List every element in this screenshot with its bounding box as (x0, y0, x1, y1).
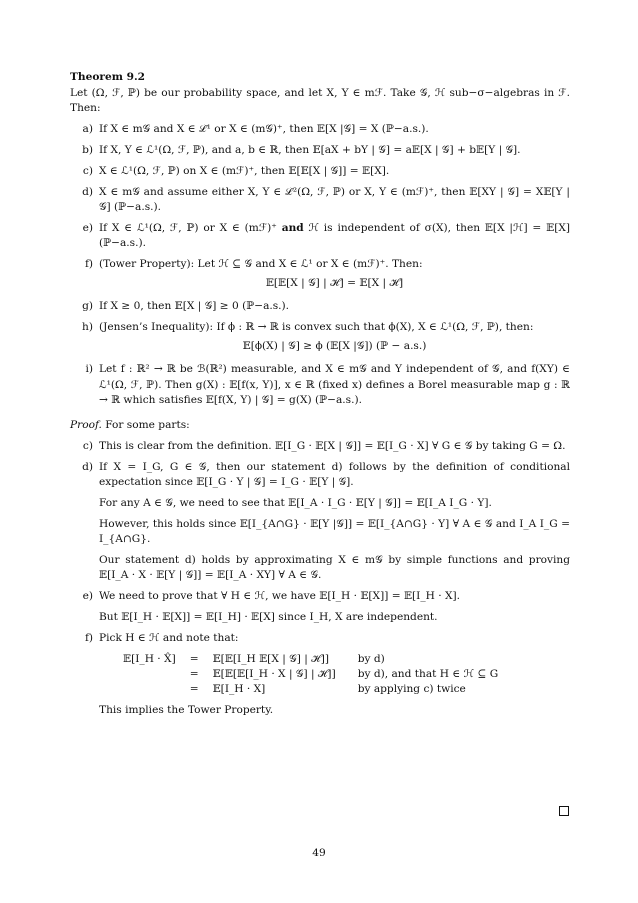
item-label: g) (82, 300, 93, 313)
equation-rhs: 𝔼[𝔼[𝔼[I_H · X | 𝒢] | ℋ]] (212, 667, 336, 680)
proof-item-e (70, 589, 570, 625)
page-number: 49 (312, 847, 326, 859)
item-paragraph: But 𝔼[I_H · 𝔼[X]] = 𝔼[I_H] · 𝔼[X] since I_H, X are independent. (99, 610, 438, 623)
equation-rhs: 𝔼[I_H · X] (212, 683, 266, 695)
item-paragraph: If X = I_G, G ∈ 𝒢, then our statement d) follows by the definition of conditional expectation since 𝔼[I_G · Y | 𝒢] = I_G · 𝔼[Y | 𝒢]. (99, 460, 570, 488)
item-label: e) (82, 222, 93, 235)
item-text: (Tower Property): Let ℋ ⊆ 𝒢 and X ∈ ℒ¹ or X ∈ (mℱ)⁺. Then: (99, 258, 423, 271)
theorem-item-a (70, 122, 570, 137)
item-paragraph: Pick H ∈ ℋ and note that: (99, 631, 239, 644)
item-paragraph: Our statement d) holds by approximating X ∈ m𝒢 by simple functions and proving 𝔼[I_A · X · 𝔼[Y | 𝒢]] = 𝔼[I_A · XY] ∀ A ∈ 𝒢. (99, 553, 570, 581)
item-text: Let f : ℝ² → ℝ be ℬ(ℝ²) measurable, and X ∈ m𝒢 and Y independent of 𝒢, and f(XY) ∈ ℒ¹(Ω, ℱ, ℙ). Then g(X) : 𝔼[f(x, Y)], x ∈ ℝ (fixed x) defines a Borel measurable map g : ℝ → ℝ which satisfies 𝔼[f(X, Y) | 𝒢] = g(X) (ℙ−a.s.). (99, 363, 570, 406)
equation-rhs: 𝔼[𝔼[I_H 𝔼[X | 𝒢] | ℋ]] (212, 652, 329, 665)
item-paragraph: However, this holds since 𝔼[I_{A∩G} · 𝔼[Y |𝒢]] = 𝔼[I_{A∩G} · Y] ∀ A ∈ 𝒢 and I_A I_G = I_{A∩G}. (99, 517, 570, 545)
proof-item-c (70, 439, 570, 454)
item-label: a) (82, 123, 93, 136)
proof-label: Proof. (70, 418, 102, 431)
proof-heading-rest: For some parts: (101, 418, 190, 431)
theorem-title: Theorem 9.2 (70, 71, 146, 83)
item-label: e) (82, 589, 93, 602)
item-text: If X, Y ∈ ℒ¹(Ω, ℱ, ℙ), and a, b ∈ ℝ, then 𝔼[aX + bY | 𝒢] = a𝔼[X | 𝒢] + b𝔼[Y | 𝒢]. (99, 144, 521, 157)
theorem-item-g (70, 299, 570, 314)
item-paragraph: We need to prove that ∀ H ∈ ℋ, we have 𝔼[I_H · 𝔼[X]] = 𝔼[I_H · X]. (99, 589, 461, 602)
item-text-bold: and (281, 222, 304, 235)
item-paragraph: For any A ∈ 𝒢, we need to see that 𝔼[I_A · I_G · 𝔼[Y | 𝒢]] = 𝔼[I_A I_G · Y]. (99, 496, 492, 509)
display-equation: 𝔼[𝔼[X | 𝒢] | ℋ] = 𝔼[X | ℋ] (265, 277, 404, 290)
item-label: c) (82, 165, 93, 178)
theorem-item-c (70, 164, 570, 179)
item-label: h) (82, 321, 93, 334)
item-label: c) (82, 439, 93, 452)
item-text: This is clear from the definition. 𝔼[I_G · 𝔼[X | 𝒢]] = 𝔼[I_G · X] ∀ G ∈ 𝒢 by taking G = Ω. (99, 439, 566, 452)
theorem-item-e (70, 221, 570, 251)
proof-heading (70, 418, 570, 433)
equation-row: = 𝔼[I_H · X] by applying c) twice (119, 682, 502, 697)
qed-box (559, 806, 569, 816)
equation-lhs: 𝔼[I_H · X̂] (123, 652, 176, 665)
item-text: If X ≥ 0, then 𝔼[X | 𝒢] ≥ 0 (ℙ−a.s.). (99, 300, 290, 313)
item-paragraph: This implies the Tower Property. (99, 704, 274, 717)
equation-note: by d) (357, 652, 385, 665)
theorem-item-d (70, 185, 570, 215)
item-label: d) (82, 186, 93, 199)
theorem-item-b (70, 143, 570, 158)
theorem-item-f (70, 257, 570, 293)
equation-row: 𝔼[I_H · X̂] = 𝔼[𝔼[I_H 𝔼[X | 𝒢] | ℋ]] by d) (119, 652, 502, 667)
display-equation: 𝔼[ϕ(X) | 𝒢] ≥ ϕ (𝔼[X |𝒢]) (ℙ − a.s.) (242, 340, 427, 353)
theorem-item-h (70, 320, 570, 356)
item-text (99, 221, 570, 251)
theorem-item-i (70, 362, 570, 407)
item-text: (Jensen’s Inequality): If ϕ : ℝ → ℝ is convex such that ϕ(X), X ∈ ℒ¹(Ω, ℱ, ℙ), then: (99, 321, 534, 334)
item-label: f) (84, 631, 93, 644)
proof-item-d (70, 460, 570, 583)
item-text: X ∈ m𝒢 and assume either X, Y ∈ ℒ²(Ω, ℱ, ℙ) or X, Y ∈ (mℱ)⁺, then 𝔼[XY | 𝒢] = X𝔼[Y | 𝒢] (ℙ−a.s.). (99, 186, 570, 214)
item-label: f) (84, 258, 93, 271)
item-label: b) (82, 144, 93, 157)
item-text: X ∈ ℒ¹(Ω, ℱ, ℙ) on X ∈ (mℱ)⁺, then 𝔼[𝔼[X | 𝒢]] = 𝔼[X]. (99, 165, 390, 178)
equation-note: by applying c) twice (357, 683, 466, 695)
item-text-before: If X ∈ ℒ¹(Ω, ℱ, ℙ) or X ∈ (mℱ)⁺ (99, 222, 282, 235)
proof-item-f (70, 631, 570, 718)
equation-lhs (119, 682, 180, 697)
page-body (70, 70, 570, 718)
equation-lhs (119, 667, 180, 682)
item-text-after: ℋ is independent of σ(X), then 𝔼[X |ℋ] = 𝔼[X] (ℙ−a.s.). (99, 222, 570, 250)
theorem-intro: Let (Ω, ℱ, ℙ) be our probability space, and let X, Y ∈ mℱ. Take 𝒢, ℋ sub−σ−algebras in ℱ. Then: (70, 87, 570, 115)
item-text: If X ∈ m𝒢 and X ∈ ℒ¹ or X ∈ (m𝒢)⁺, then 𝔼[X |𝒢] = X (ℙ−a.s.). (99, 123, 429, 136)
aligned-equations (119, 652, 502, 697)
item-label: d) (82, 460, 93, 473)
equation-row: = 𝔼[𝔼[𝔼[I_H · X | 𝒢] | ℋ]] by d), and that H ∈ ℋ ⊆ G (119, 667, 502, 682)
equation-note: by d), and that H ∈ ℋ ⊆ G (357, 667, 499, 680)
item-label: i) (85, 363, 93, 376)
